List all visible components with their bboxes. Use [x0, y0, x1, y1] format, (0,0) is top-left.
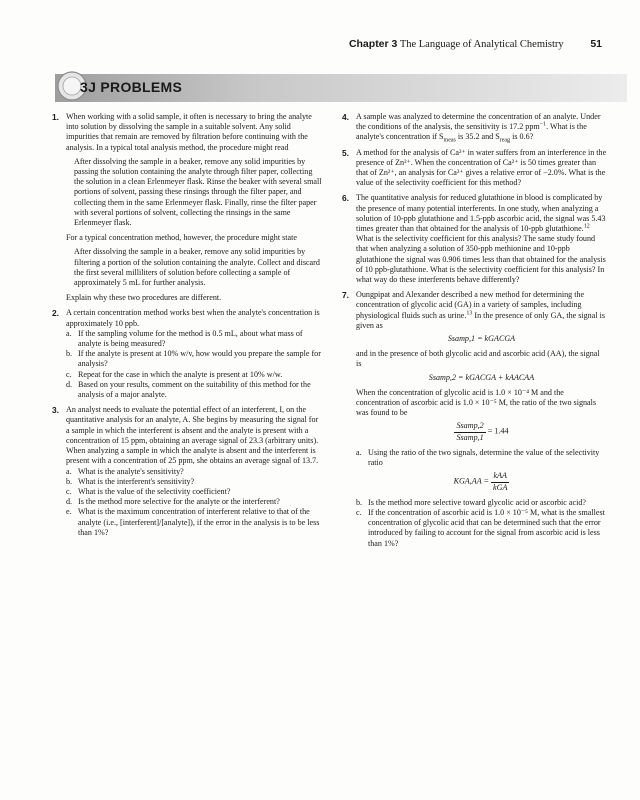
problem-7	[342, 290, 607, 548]
chapter-label: Chapter 3	[348, 38, 398, 50]
problem-7-part-c: c. If the concentration of ascorbic acid is 1.0 × 10⁻⁵ M, what is the smallest concentration of glycolic acid that can be determined such that the error introduced by failing to account for the signal from ascorbic acid is less than 1%?	[356, 507, 605, 548]
problem-3-part-b: b. What is the interferent's sensitivity?	[66, 476, 195, 486]
problem-number: 2.	[52, 308, 59, 319]
problem-2	[52, 308, 322, 400]
problem-2-part-d: d. Based on your results, comment on the suitability of this method for the analysis of a major analyte.	[66, 379, 311, 400]
problem-number: 6.	[342, 193, 349, 204]
problem-7-part-a: a. Using the ratio of the two signals, determine the value of the selectivity ratio	[356, 447, 600, 468]
page-number: 51	[590, 38, 602, 50]
problem-2-text: A certain concentration method works best when the analyte's concentration is approximately 10 ppb.	[66, 308, 320, 328]
equation-selectivity-ratio	[356, 471, 607, 492]
problem-3-part-d: d. Is the method more selective for the analyte or the interferent?	[66, 497, 280, 507]
problem-6	[342, 193, 607, 285]
selectivity-denominator: kGA	[493, 482, 508, 492]
chapter-title: The Language of Analytical Chemistry	[399, 39, 564, 50]
problem-7-part-b: b. Is the method more selective toward glycolic acid or ascorbic acid?	[356, 497, 586, 507]
problem-3	[52, 405, 322, 538]
problem-1-intro: When working with a solid sample, it often is necessary to bring the analyte into solution by dissolving the sample in a suitable solvent. Any solid impurities that remain are removed by filtration before continuing with the analysis. In a typical total analysis method, the procedure might read	[66, 112, 312, 152]
selectivity-lhs: KGA,AA =	[453, 476, 490, 486]
problem-5-text: A method for the analysis of Ca²⁺ in water suffers from an interference in the presence of Zn²⁺. When the concentration of Ca²⁺ is 50 times greater than that of Zn²⁺, an analysis for Ca²⁺ gives a relative error of −2.0%. What is the value of the selectivity coefficient for this method?	[356, 147, 607, 188]
problem-3-part-a: a. What is the analyte's sensitivity?	[66, 466, 184, 476]
problem-1-end: Explain why these two procedures are different.	[66, 293, 222, 303]
ratio-value: = 1.44	[487, 427, 509, 437]
problem-number: 4.	[342, 112, 349, 122]
problem-2-part-b: b. If the analyte is present at 10% w/v, how would you prepare the sample for analysis?	[66, 349, 321, 369]
equation-signal-2: Ssamp,2 = kGACGA + kAACAA	[428, 372, 535, 382]
problem-7-text-d: When the concentration of glycolic acid is 1.0 × 10⁻⁴ M and the concentration of ascorbic acid is 1.0 × 10⁻⁵ M, the ratio of the two signals was found to be	[356, 387, 597, 418]
problem-3-text: An analyst needs to evaluate the potential effect of an interferent, I, on the quantitative analysis for an analyte, A. She begins by measuring the signal for a sample in which the interferent is absent and the analyte is present with a concentration of 15 ppm, obtaining an average signal of 23.3 (arbitrary units). When analyzing a sample in which the analyte is absent and the interferent is present with a concentration of 25 ppm, she obtains an average signal of 13.7.	[66, 405, 319, 466]
problem-1	[52, 112, 322, 303]
ratio-denominator: Ssamp,1	[456, 432, 484, 442]
problem-number: 1.	[52, 112, 59, 122]
selectivity-numerator: kAA	[491, 471, 509, 482]
ratio-numerator: Ssamp,2	[454, 421, 485, 432]
problem-number: 5.	[342, 147, 349, 158]
problem-7-text-c: and in the presence of both glycolic acid and ascorbic acid (AA), the signal is	[356, 349, 600, 369]
problem-1-quote-total: After dissolving the sample in a beaker, remove any solid impurities by passing the solution containing the analyte through filter paper, collecting the solution in a clean Erlenmeyer flask. Rinse the beaker with several small portions of solvent, passing these rinsings through the filter paper, and collecting them in the same Erlenmeyer flask. Finally, rinse the filter paper with several portions of solvent, collecting the rinsings in the same Erlenmeyer flask.	[74, 156, 322, 228]
problem-2-part-c: c. Repeat for the case in which the analyte is present at 10% w/w.	[66, 369, 283, 379]
problem-3-part-c: c. What is the value of the selectivity coefficient?	[66, 486, 231, 496]
equation-signal-ratio	[356, 421, 607, 442]
section-title-text: PROBLEMS	[100, 79, 183, 95]
section-number: 3J	[80, 79, 97, 95]
problem-4	[342, 112, 607, 143]
problem-number: 3.	[52, 405, 59, 416]
problem-1-quote-concentration: After dissolving the sample in a beaker, remove any solid impurities by filtering a portion of the solution containing the analyte. Collect and discard the first several milliliters of solution before collecting a sample of approximately 5 mL for further analysis.	[74, 247, 320, 288]
problem-3-part-e: e. What is the maximum concentration of interferent relative to that of the analyte (i.e., [interferent]/[analyte]), if the error in the analysis is to be less than 1%?	[66, 507, 320, 537]
problem-7-intro: Oungpipat and Alexander described a new method for determining the concentration of glycolic acid (GA) in a variety of samples, including physiological fluids such as urine.$^{13}$ In the presence of only GA, the signal is given as	[356, 290, 605, 330]
right-column	[342, 112, 607, 549]
running-header	[349, 38, 602, 50]
problem-1-middle: For a typical concentration method, however, the procedure might state	[66, 233, 297, 243]
problem-6-text: The quantitative analysis for reduced glutathione in blood is complicated by the presence of many potential interferents. In one study, when analyzing a solution of 10-ppb glutathione and 1.5-ppb ascorbic acid, the signal was 5.43 times greater than that obtained for the analysis of 10-ppb glutathione.$^{12}$ What is the selectivity coefficient for this analysis? The same study found that when analyzing a solution of 350-ppb methionine and 10-ppb glutathione the signal was 0.906 times less than that obtained for the analysis of 10 ppb-glutathione. What is the selectivity coefficient for this analysis? In what way do these interferents behave differently?	[356, 193, 606, 285]
left-column	[52, 112, 322, 538]
problem-2-part-a: a. If the sampling volume for the method is 0.5 mL, about what mass of analyte is being measured?	[66, 328, 303, 349]
problem-number: 7.	[342, 290, 349, 301]
problem-5	[342, 148, 607, 189]
problem-4-text: A sample was analyzed to determine the concentration of an analyte. Under the conditions of the analysis, the sensitivity is 17.2 ppm$^{-1}$. What is the analyte's concentration if $S_{meas}$ is 35.2 and $S_{reag}$ is 0.6?	[356, 112, 601, 145]
section-title	[80, 79, 182, 95]
equation-signal-1: Ssamp,1 = kGACGA	[447, 334, 516, 344]
